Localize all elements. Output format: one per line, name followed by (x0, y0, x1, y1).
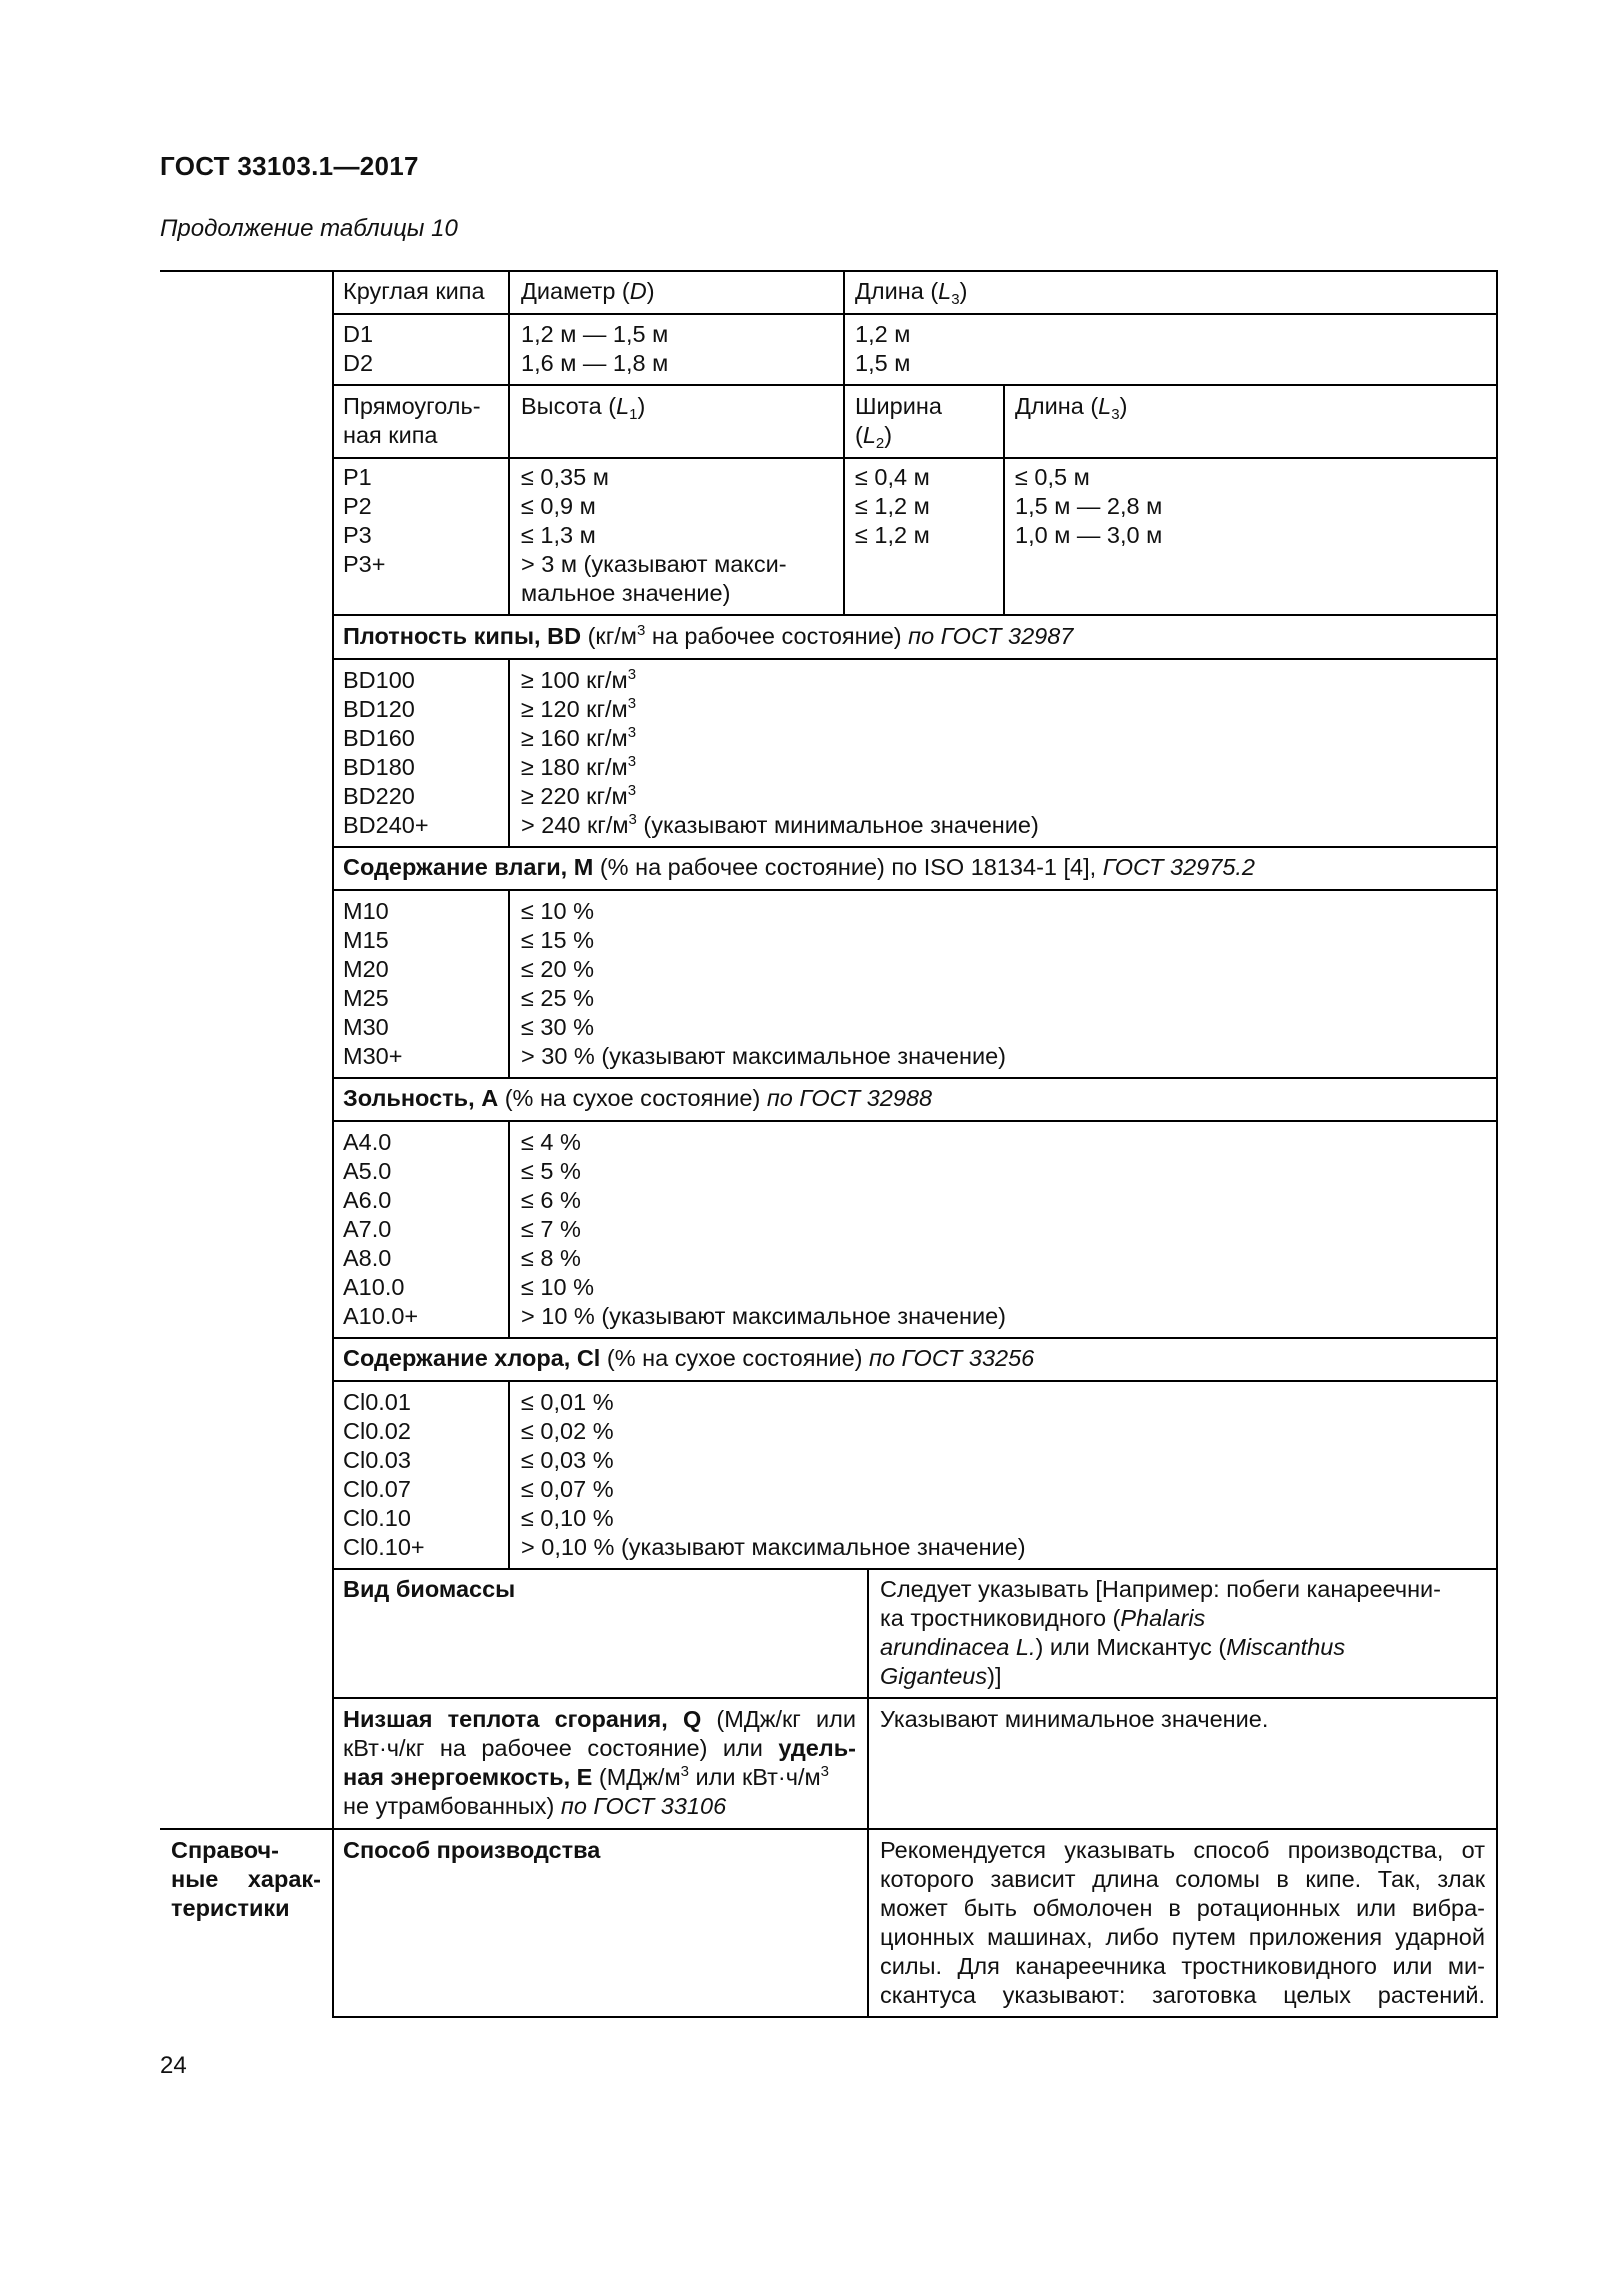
moisture-value: ≤ 20 % (521, 956, 594, 982)
ash-code: A4.0 (343, 1129, 392, 1155)
density-code: BD100 (343, 667, 415, 693)
rect-height: ≤ 0,35 м (521, 464, 609, 490)
table-line (508, 270, 510, 615)
round-length: 1,2 м (855, 321, 911, 347)
rect-code: P2 (343, 493, 372, 519)
chlorine-code: Cl0.02 (343, 1418, 411, 1444)
moisture-code: M30+ (343, 1043, 403, 1069)
rect-height: ≤ 1,3 м (521, 522, 596, 548)
density-value: ≥ 220 $кг/м^3$ (521, 782, 637, 809)
diameter-header: Диаметр (D) (521, 278, 655, 304)
moisture-code: M10 (343, 898, 389, 924)
rect-height: мальное значение) (521, 580, 731, 606)
table-line (332, 889, 1498, 891)
ash-value: ≤ 4 % (521, 1129, 581, 1155)
biomass-label: Вид биомассы (343, 1576, 516, 1602)
reference-group-label: Справоч- (171, 1837, 279, 1863)
moisture-code: M15 (343, 927, 389, 953)
rect-length: ≤ 0,5 м (1015, 464, 1090, 490)
density-value: ≥ 180 $кг/м^3$ (521, 753, 637, 780)
density-code: BD120 (343, 696, 415, 722)
round-length: 1,5 м (855, 350, 911, 376)
table-line (1496, 270, 1498, 2018)
density-code: BD160 (343, 725, 415, 751)
production-method-desc: силы. Для канареечника тростниковидного или ми- (880, 1953, 1485, 1979)
density-value: ≥ 100 $кг/м^3$ (521, 666, 637, 693)
ash-code: A6.0 (343, 1187, 392, 1213)
density-title: Плотность кипы, BD ($кг/м^3$ на рабочее состояние) по ГОСТ 32987 (343, 622, 1074, 649)
table-line (508, 1120, 510, 1338)
rect-code: P3+ (343, 551, 386, 577)
chlorine-value: ≤ 0,07 % (521, 1476, 614, 1502)
chlorine-value: ≤ 0,01 % (521, 1389, 614, 1415)
chlorine-value: ≤ 0,10 % (521, 1505, 614, 1531)
density-value: > 240 $кг/м^3$ (указывают минимальное значение) (521, 811, 1039, 838)
chlorine-value: ≤ 0,02 % (521, 1418, 614, 1444)
density-code: BD180 (343, 754, 415, 780)
production-method-desc: скантуса указывают: заготовка целых растений. (880, 1982, 1485, 2008)
density-value: ≥ 120 $кг/м^3$ (521, 695, 637, 722)
table-continuation-caption: Продолжение таблицы 10 (160, 215, 458, 242)
table-line (508, 1380, 510, 1569)
table-line (332, 846, 1498, 848)
rect-width: ≤ 1,2 м (855, 522, 930, 548)
moisture-code: M25 (343, 985, 389, 1011)
properties-table (160, 270, 1498, 2018)
table-line (1003, 384, 1005, 615)
rect-height: ≤ 0,9 м (521, 493, 596, 519)
table-line (332, 2016, 1498, 2018)
chlorine-code: Cl0.01 (343, 1389, 411, 1415)
table-line (332, 1120, 1498, 1122)
rect-length: 1,0 м — 3,0 м (1015, 522, 1163, 548)
table-line (508, 658, 510, 847)
moisture-title: Содержание влаги, M (% на рабочее состояние) по ISO 18134-1 [4], ГОСТ 32975.2 (343, 854, 1255, 880)
table-line (332, 1697, 1498, 1699)
moisture-value: > 30 % (указывают максимальное значение) (521, 1043, 1006, 1069)
table-line (332, 457, 1498, 459)
chlorine-value: > 0,10 % (указывают максимальное значение) (521, 1534, 1026, 1560)
moisture-code: M20 (343, 956, 389, 982)
heat-label: не утрамбованных) по ГОСТ 33106 (343, 1793, 727, 1819)
reference-group-label: теристики (171, 1895, 290, 1921)
width-header: Ширина (855, 393, 942, 419)
round-length-header: Длина $(L_3)$ (855, 278, 968, 308)
heat-value: Указывают минимальное значение. (880, 1706, 1269, 1732)
production-method-desc: ционных машинах, либо путем приложения ударной (880, 1924, 1485, 1950)
ash-code: A5.0 (343, 1158, 392, 1184)
ash-code: A10.0 (343, 1274, 405, 1300)
table-line (332, 1077, 1498, 1079)
density-code: BD240+ (343, 812, 429, 838)
table-line (332, 1380, 1498, 1382)
chlorine-value: ≤ 0,03 % (521, 1447, 614, 1473)
ash-code: A7.0 (343, 1216, 392, 1242)
height-header: Высота $(L_1)$ (521, 393, 646, 423)
ash-code: A10.0+ (343, 1303, 419, 1329)
moisture-value: ≤ 30 % (521, 1014, 594, 1040)
table-line (332, 1337, 1498, 1339)
biomass-desc: Следует указывать [Например: побеги канареечни- (880, 1576, 1441, 1602)
table-line (332, 384, 1498, 386)
chlorine-code: Cl0.07 (343, 1476, 411, 1502)
table-line (332, 270, 334, 2018)
moisture-value: ≤ 15 % (521, 927, 594, 953)
table-line (332, 1568, 1498, 1570)
heat-label: ная энергоемкость, E ($МДж/м^3$ или $кВт\cdot ч/м^3$ (343, 1763, 830, 1790)
chlorine-code: Cl0.10 (343, 1505, 411, 1531)
biomass-desc: arundinacea L.) или Мискантус (Miscanthus (880, 1634, 1346, 1660)
width-header-symbol: $(L_2)$ (855, 422, 893, 452)
round-code: D1 (343, 321, 374, 347)
chlorine-code: Cl0.03 (343, 1447, 411, 1473)
ash-value: ≤ 8 % (521, 1245, 581, 1271)
heat-label: Низшая теплота сгорания, Q (МДж/кг или (343, 1706, 856, 1732)
production-method-desc: которого зависит длина соломы в кипе. Так, злак (880, 1866, 1485, 1892)
table-line (332, 614, 1498, 616)
rect-code: P3 (343, 522, 372, 548)
chlorine-code: Cl0.10+ (343, 1534, 425, 1560)
rect-bale-label: Прямоуголь- (343, 393, 481, 419)
moisture-code: M30 (343, 1014, 389, 1040)
rect-bale-label: ная кипа (343, 422, 438, 448)
rect-height: > 3 м (указывают макси- (521, 551, 787, 577)
reference-group-label: ные харак- (171, 1866, 321, 1892)
rect-length-header: Длина $(L_3)$ (1015, 393, 1128, 423)
rect-width: ≤ 1,2 м (855, 493, 930, 519)
density-value: ≥ 160 $кг/м^3$ (521, 724, 637, 751)
biomass-desc: Giganteus)] (880, 1663, 1002, 1689)
round-diameter: 1,2 м — 1,5 м (521, 321, 669, 347)
heat-label: кВт·ч/кг на рабочее состояние) или удель- (343, 1735, 856, 1761)
table-line (508, 889, 510, 1078)
rect-length: 1,5 м — 2,8 м (1015, 493, 1163, 519)
rect-code: P1 (343, 464, 372, 490)
ash-value: > 10 % (указывают максимальное значение) (521, 1303, 1006, 1329)
ash-title: Зольность, A (% на сухое состояние) по ГОСТ 32988 (343, 1085, 933, 1111)
production-method-desc: может быть обмолочен в ротационных или вибра- (880, 1895, 1485, 1921)
moisture-value: ≤ 25 % (521, 985, 594, 1011)
table-line (160, 270, 1498, 272)
chlorine-title: Содержание хлора, Cl (% на сухое состояние) по ГОСТ 33256 (343, 1345, 1035, 1371)
ash-value: ≤ 6 % (521, 1187, 581, 1213)
ash-code: A8.0 (343, 1245, 392, 1271)
density-code: BD220 (343, 783, 415, 809)
document-code: ГОСТ 33103.1—2017 (160, 151, 419, 181)
moisture-value: ≤ 10 % (521, 898, 594, 924)
ash-value: ≤ 5 % (521, 1158, 581, 1184)
table-line (867, 1568, 869, 2018)
production-method-desc: Рекомендуется указывать способ производства, от (880, 1837, 1485, 1863)
table-line (843, 270, 845, 615)
biomass-desc: ка тростниковидного (Phalaris (880, 1605, 1206, 1631)
ash-value: ≤ 10 % (521, 1274, 594, 1300)
table-line (160, 1828, 1498, 1830)
production-method-label: Способ производства (343, 1837, 601, 1863)
round-diameter: 1,6 м — 1,8 м (521, 350, 669, 376)
round-bale-label: Круглая кипа (343, 278, 485, 304)
round-code: D2 (343, 350, 374, 376)
page-number: 24 (160, 2052, 187, 2079)
table-line (332, 658, 1498, 660)
rect-width: ≤ 0,4 м (855, 464, 930, 490)
table-line (332, 313, 1498, 315)
ash-value: ≤ 7 % (521, 1216, 581, 1242)
